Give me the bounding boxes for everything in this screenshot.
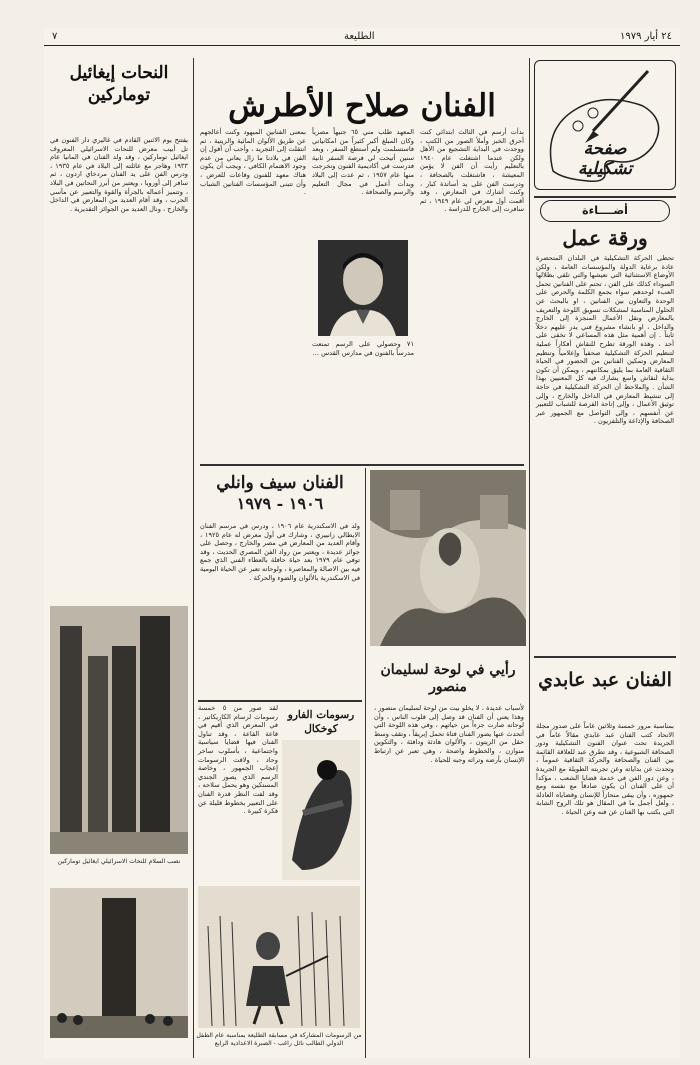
opinion-article-text: لأسباب عديدة ، لا يخلو بيت من لوحة لسليمان منصور ، وهذا يعني أن الفنان قد وصل إلى قلوب الناس ، وأن لوحاته صارت جزءاً من حياتهم ، وفي هذه اللوحة التي أتحدث عنها يصور الفنان فتاة تحمل إبريقاً ، وتقف وسط حقل من الزيتون ، والألوان هادئة ودافئة ، والتكوين متوازن ، والخطوط واضحة ، وهي تعبر عن ارتباط الإنسان بأرضه وتراثه وحبه للحياة . bbox=[374, 704, 524, 764]
column-rule bbox=[529, 58, 530, 1058]
spotlight-badge-text: أضــــاءة bbox=[582, 204, 628, 217]
main-article-col-left bbox=[200, 128, 306, 458]
wanly-article-years: ١٩٠٦ - ١٩٧٩ bbox=[236, 494, 324, 513]
caricature-article-text: لقد صور من ٥ خمسة رسومات لرسام الكاريكاتير ، في المعرض الذي أقيم في قاعة القاعة ، وقد تناول الفنان فيها قضايا سياسية واجتماعية ، بأسلوب ساخر وحاد ، ولاقت الرسومات إعجاب الجمهور ، وخاصة الرسم الذي يصور الجندي المستكين وهو يحمل سلاحه ، وقد لفت النظر قدرة الفنان على التعبير بخطوط قليلة عن فكرة كبيرة . bbox=[198, 704, 278, 816]
article-abdi-title: الفنان عبد عابدي bbox=[538, 669, 672, 691]
article-abdi-text: بمناسبة مرور خمسة وثلاثين عاماً على صدور مجلة الاتحاد كتب الفنان عبد عابدي مقالاً عاماً في الجريدة تحت عنوان الفنون التشكيلية ودور الصحافة الشيوعية ، وقد تطرق عبد للعلاقة القائمة بين الفنان والصحافة والحركة الثقافية عموماً ، وتحدث عن بداياته وعن تجربته الطويلة مع الجريدة ، وعن دور الفن في خدمة قضايا الشعب ، مؤكداً أن على الفنان أن يكون صادقاً مع نفسه ومع جمهوره ، وأن يبقى منحازاً للإنسان وقضاياه العادلة ، ولعل أجمل ما في المقال هو تلك الروح الشابة التي يكتب بها الفنان عن فنه وعن الحياة . bbox=[536, 722, 674, 816]
wanly-article-body bbox=[200, 522, 360, 696]
divider bbox=[534, 196, 676, 198]
wanly-article-text: ولد في الاسكندرية عام ١٩٠٦ ، ودرس في مرسم الفنان الايطالي زانييري ، وشارك في أول معرض له عام ١٩٢٥ ، وأقام العديد من المعارض في مصر والخارج ، وحصل على جوائز عديدة ، ويعتبر من رواد الفن المصري الحديث ، وقد توفي عام ١٩٧٩ بعد حياة حافلة بالعطاء الفني الذي جمع فيه بين الاصالة والمعاصرة ، ولوحاته تعبر عن الحياة اليومية في الاسكندرية بالألوان والضوء والحركة . bbox=[200, 522, 361, 582]
column-rule bbox=[193, 58, 194, 1058]
sculpture-photo-1 bbox=[50, 606, 188, 854]
page-header bbox=[44, 28, 680, 46]
divider bbox=[198, 700, 362, 702]
divider bbox=[534, 656, 676, 658]
paper-name: الطليعة bbox=[344, 31, 375, 42]
tomarkin-article-title: النحات إيغائيل توماركين bbox=[69, 63, 169, 105]
newspaper-page bbox=[44, 28, 680, 1058]
caricature-drawing bbox=[282, 740, 360, 880]
issue-date: ٢٤ أيار ١٩٧٩ bbox=[619, 31, 672, 42]
main-article-col-middle bbox=[312, 128, 414, 234]
column-rule bbox=[365, 468, 366, 1058]
main-article-text-middle: المعهد طلب مني ٦٥ جنيهاً مصرياً وكان المبلغ أكبر كثيراً من امكانياتي فاستسلمت ولم أستطع السفر ، وبعد سنين أتيحت لي فرصة السفر ثانية فدرست في أكاديمية الفنون وتخرجت منها عام ١٩٥٧ ، ثم عدت إلى البلاد وبدأت أعمل في مجال التعليم والرسم والصحافة . bbox=[312, 128, 415, 197]
caricature-article-title: رسومات الفارو كوخكال bbox=[287, 709, 355, 735]
painting-reproduction bbox=[370, 470, 526, 646]
children-drawing-caption: من الرسومات المشاركة في مسابقة الطليعة بمناسبة عام الطفل الدولي الطالب نائل راغب - الصبرة الاعدادية الرابع bbox=[196, 1032, 362, 1047]
tomarkin-article-body bbox=[50, 136, 188, 600]
tomarkin-article-text: يفتتح يوم الاثنين القادم في غاليري دار الفنون في تل أبيب معرض للنحات الاسرائيلي المعروف ايغائيل توماركين ، وقد ولد الفنان في المانيا عام ١٩٣٣ وهاجر مع عائلته إلى البلاد في عام ١٩٣٥ ، ودرس الفن على يد الفنان مردخاي اردون ، ثم سافر إلى أوروبا ، ويعتبر من أبرز النحاتين في البلاد ، وتتميز أعماله بالجرأة والقوة والتعبير عن مآسي الحرب ، وقد أقام العديد من المعارض في الداخل والخارج ، ونال العديد من الجوائز التقديرية . bbox=[50, 136, 188, 213]
spotlight-badge bbox=[540, 200, 670, 222]
page-number: ٧ bbox=[52, 31, 58, 42]
article-abdi-body bbox=[536, 722, 674, 1048]
main-article-col-right bbox=[420, 128, 524, 458]
article-work-paper-body bbox=[536, 254, 674, 650]
main-article-text-right: بدأت أرسم في الثالث ابتدائي كنت أحرق الخبز وأملأ الصور من الكتب ، ووجدت في البداية التشجيع من الأهل ولكن عندما اشتغلت عام ١٩٤٠ بالتعليم رأيت أن الفن لا يؤمن المعيشة ، فاشتغلت بالصحافة ، ودرست الفن على يد أساتذة كبار ، وكنت أشارك في المعارض ، وقد أقمت أول معرض لي عام ١٩٤٩ ، ثم سافرت إلى الخارج للدراسة . bbox=[420, 128, 524, 214]
opinion-article-title: رأيي في لوحة لسليمان منصور bbox=[380, 662, 516, 695]
section-logo bbox=[534, 60, 676, 190]
caricature-article-body bbox=[198, 704, 278, 816]
article-work-paper-text: تحظى الحركة التشكيلية في البلدان المتحضرة عادة برعاية الدولة والمؤسسات العامة ، ولكن الأوضاع الاستثنائية التي نعيشها والتي تلقي بظلالها السوداء كذلك على الفن ، تحتم على الفنانين تحمل العبء لوحدهم سواء بجمع الكلمة والحرص على الوحدة والتعاون بين الفنانين ، او بالبحث عن الحلول المناسبة لمشكلات تسويق اللوحة والتعريف بالمعارض ونقل الأعمال المنجزة إلى الخارج والداخل ، او بانشاء مشروع فني يدر عليهم دخلاً ثابتاً . إن أهمية مثل هذه المساعي لا تخفى على أحد ، وهذه الورقة تطرح للنقاش أفكاراً عملية لتنظيم الحركة التشكيلية صحفياً وإعلامياً وتنظيم المعارض وتمكين الفنانين من الحضور في الحياة الثقافية العامة بما يليق بمكانتهم ، ويمكن أن تكون بداية لنقاش واسع يشارك فيه كل المعنيين بهذا الشأن . والملاحظ أن الحركة التشكيلية في حاجة إلى تنشيط المعارض في الداخل والخارج ، وإلى توثيق الأعمال ، وإلى إتاحة الفرصة للشباب للتعبير عن أنفسهم ، وإلى التواصل مع الجمهور عبر الصحافة والإذاعة والتلفزيون . bbox=[536, 254, 674, 426]
children-drawing bbox=[198, 886, 360, 1028]
main-article-text-left: بمعنى الفنانين الميهود وكنت أعالجهم عن طريق الألوان المائية والزيتية ، ثم انتقلت إلى التجريد ، وأحب أن أقول إن الفن في بلادنا ما زال يعاني من عدم وجود الاهتمام الكافي ، ويجب أن يكون هناك معهد للفنون وقاعات للعرض ، وأن تتبنى المؤسسات الفنانين الشباب . bbox=[200, 128, 306, 197]
divider bbox=[200, 464, 524, 466]
sculpture-photo-2 bbox=[50, 888, 188, 1038]
wanly-article-title: الفنان سيف وانلي bbox=[216, 473, 344, 493]
main-article-photo-caption bbox=[312, 340, 414, 458]
opinion-article-body bbox=[374, 704, 524, 1048]
main-article-caption-text: ٧١ وحصولي على الرسم تمنعت مدرساً بالفنون في مدارس القدس ... bbox=[312, 340, 414, 357]
sculpture-caption: نصب السلام للنحات الاسرائيلي ايغائيل توماركين bbox=[57, 858, 181, 865]
article-work-paper-title: ورقة عمل bbox=[562, 226, 648, 250]
section-logo-text: صفحة تشكيلية bbox=[577, 139, 633, 179]
main-article-title: الفنان صلاح الأطرش bbox=[228, 88, 496, 124]
artist-portrait-photo bbox=[318, 240, 408, 336]
